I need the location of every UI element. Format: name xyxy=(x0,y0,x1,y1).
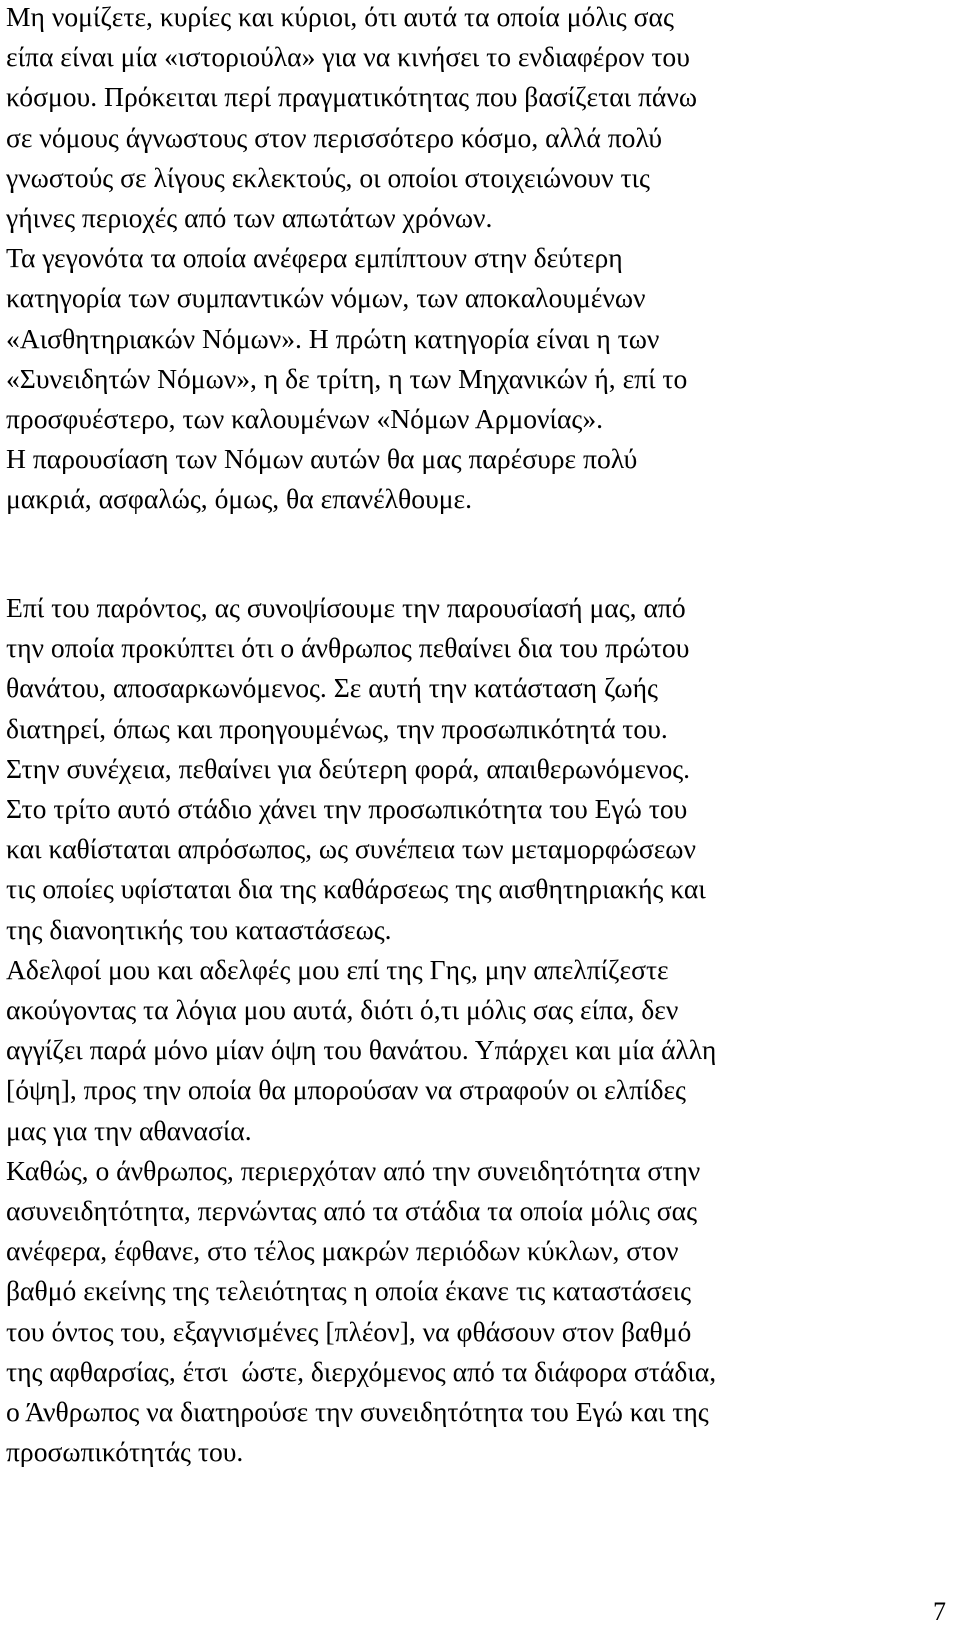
text-line: του όντος του, εξαγνισμένες [πλέον], να φθάσουν στον βαθμό xyxy=(6,1315,692,1347)
text-line: [όψη], προς την οποία θα μπορούσαν να στραφούν οι ελπίδες xyxy=(6,1074,686,1106)
text-line: βαθμό εκείνης της τελειότητας η οποία έκανε τις καταστάσεις xyxy=(6,1275,692,1307)
text-line: της αφθαρσίας, έτσι ώστε, διερχόμενος από τα διάφορα στάδια, xyxy=(6,1355,717,1387)
paragraph-block-2 xyxy=(6,588,956,1472)
paragraph-block-1 xyxy=(6,0,956,520)
text-line: «Αισθητηριακών Νόμων». Η πρώτη κατηγορία είναι η των xyxy=(6,322,660,354)
text-line: «Συνειδητών Νόμων», η δε τρίτη, η των Μηχανικών ή, επί το xyxy=(6,362,688,394)
text-line: τις οποίες υφίσταται δια της καθάρσεως της αισθητηριακής και xyxy=(6,873,706,905)
text-line: μακριά, ασφαλώς, όμως, θα επανέλθουμε. xyxy=(6,483,473,515)
text-line: ασυνειδητότητα, περνώντας από τα στάδια τα οποία μόλις σας xyxy=(6,1195,698,1227)
text-line: Καθώς, ο άνθρωπος, περιερχόταν από την συνειδητότητα στην xyxy=(6,1154,701,1186)
text-line: την οποία προκύπτει ότι ο άνθρωπος πεθαίνει δια του πρώτου xyxy=(6,632,690,664)
text-line: Μη νομίζετε, κυρίες και κύριοι, ότι αυτά τα οποία μόλις σας xyxy=(6,1,674,32)
text-line: Η παρουσίαση των Νόμων αυτών θα μας παρέσυρε πολύ xyxy=(6,443,638,475)
text-line: Αδελφοί μου και αδελφές μου επί της Γης, μην απελπίζεστε xyxy=(6,953,669,985)
text-line: σε νόμους άγνωστους στον περισσότερο κόσμο, αλλά πολύ xyxy=(6,121,662,153)
text-line: είπα είναι μία «ιστοριούλα» για να κινήσει το ενδιαφέρον του xyxy=(6,41,690,73)
text-line: κατηγορία των συμπαντικών νόμων, των αποκαλουμένων xyxy=(6,282,646,314)
text-line: κόσμου. Πρόκειται περί πραγματικότητας που βασίζεται πάνω xyxy=(6,81,698,113)
text-line: θανάτου, αποσαρκωνόμενος. Σε αυτή την κατάσταση ζωής xyxy=(6,672,658,704)
text-line: και καθίσταται απρόσωπος, ως συνέπεια των μεταμορφώσεων xyxy=(6,833,696,865)
text-line: Στο τρίτο αυτό στάδιο χάνει την προσωπικότητα του Εγώ του xyxy=(6,793,688,825)
text-line: αγγίζει παρά μόνο μίαν όψη του θανάτου. Υπάρχει και μία άλλη xyxy=(6,1034,717,1066)
text-line: ακούγοντας τα λόγια μου αυτά, διότι ό,τι μόλις σας είπα, δεν xyxy=(6,994,679,1026)
text-line: της διανοητικής του καταστάσεως. xyxy=(6,913,392,945)
page-number: 7 xyxy=(933,1597,946,1626)
text-line: προσωπικότητάς του. xyxy=(6,1436,244,1468)
text-line: Επί του παρόντος, ας συνοψίσουμε την παρουσίασή μας, από xyxy=(6,592,686,623)
text-line: Στην συνέχεια, πεθαίνει για δεύτερη φορά, απαιθερωνόμενος. xyxy=(6,752,691,784)
text-line: γήινες περιοχές από των απωτάτων χρόνων. xyxy=(6,202,493,234)
text-line: μας για την αθανασία. xyxy=(6,1114,252,1146)
text-line: γνωστούς σε λίγους εκλεκτούς, οι οποίοι στοιχειώνουν τις xyxy=(6,161,650,193)
text-line: Τα γεγονότα τα οποία ανέφερα εμπίπτουν στην δεύτερη xyxy=(6,242,623,274)
text-line: ο Άνθρωπος να διατηρούσε την συνειδητότητα του Εγώ και της xyxy=(6,1396,709,1428)
text-line: ανέφερα, έφθανε, στο τέλος μακρών περιόδων κύκλων, στον xyxy=(6,1235,679,1267)
text-line: προσφυέστερο, των καλουμένων «Νόμων Αρμονίας». xyxy=(6,403,604,435)
text-line: διατηρεί, όπως και προηγουμένως, την προσωπικότητά του. xyxy=(6,712,668,744)
